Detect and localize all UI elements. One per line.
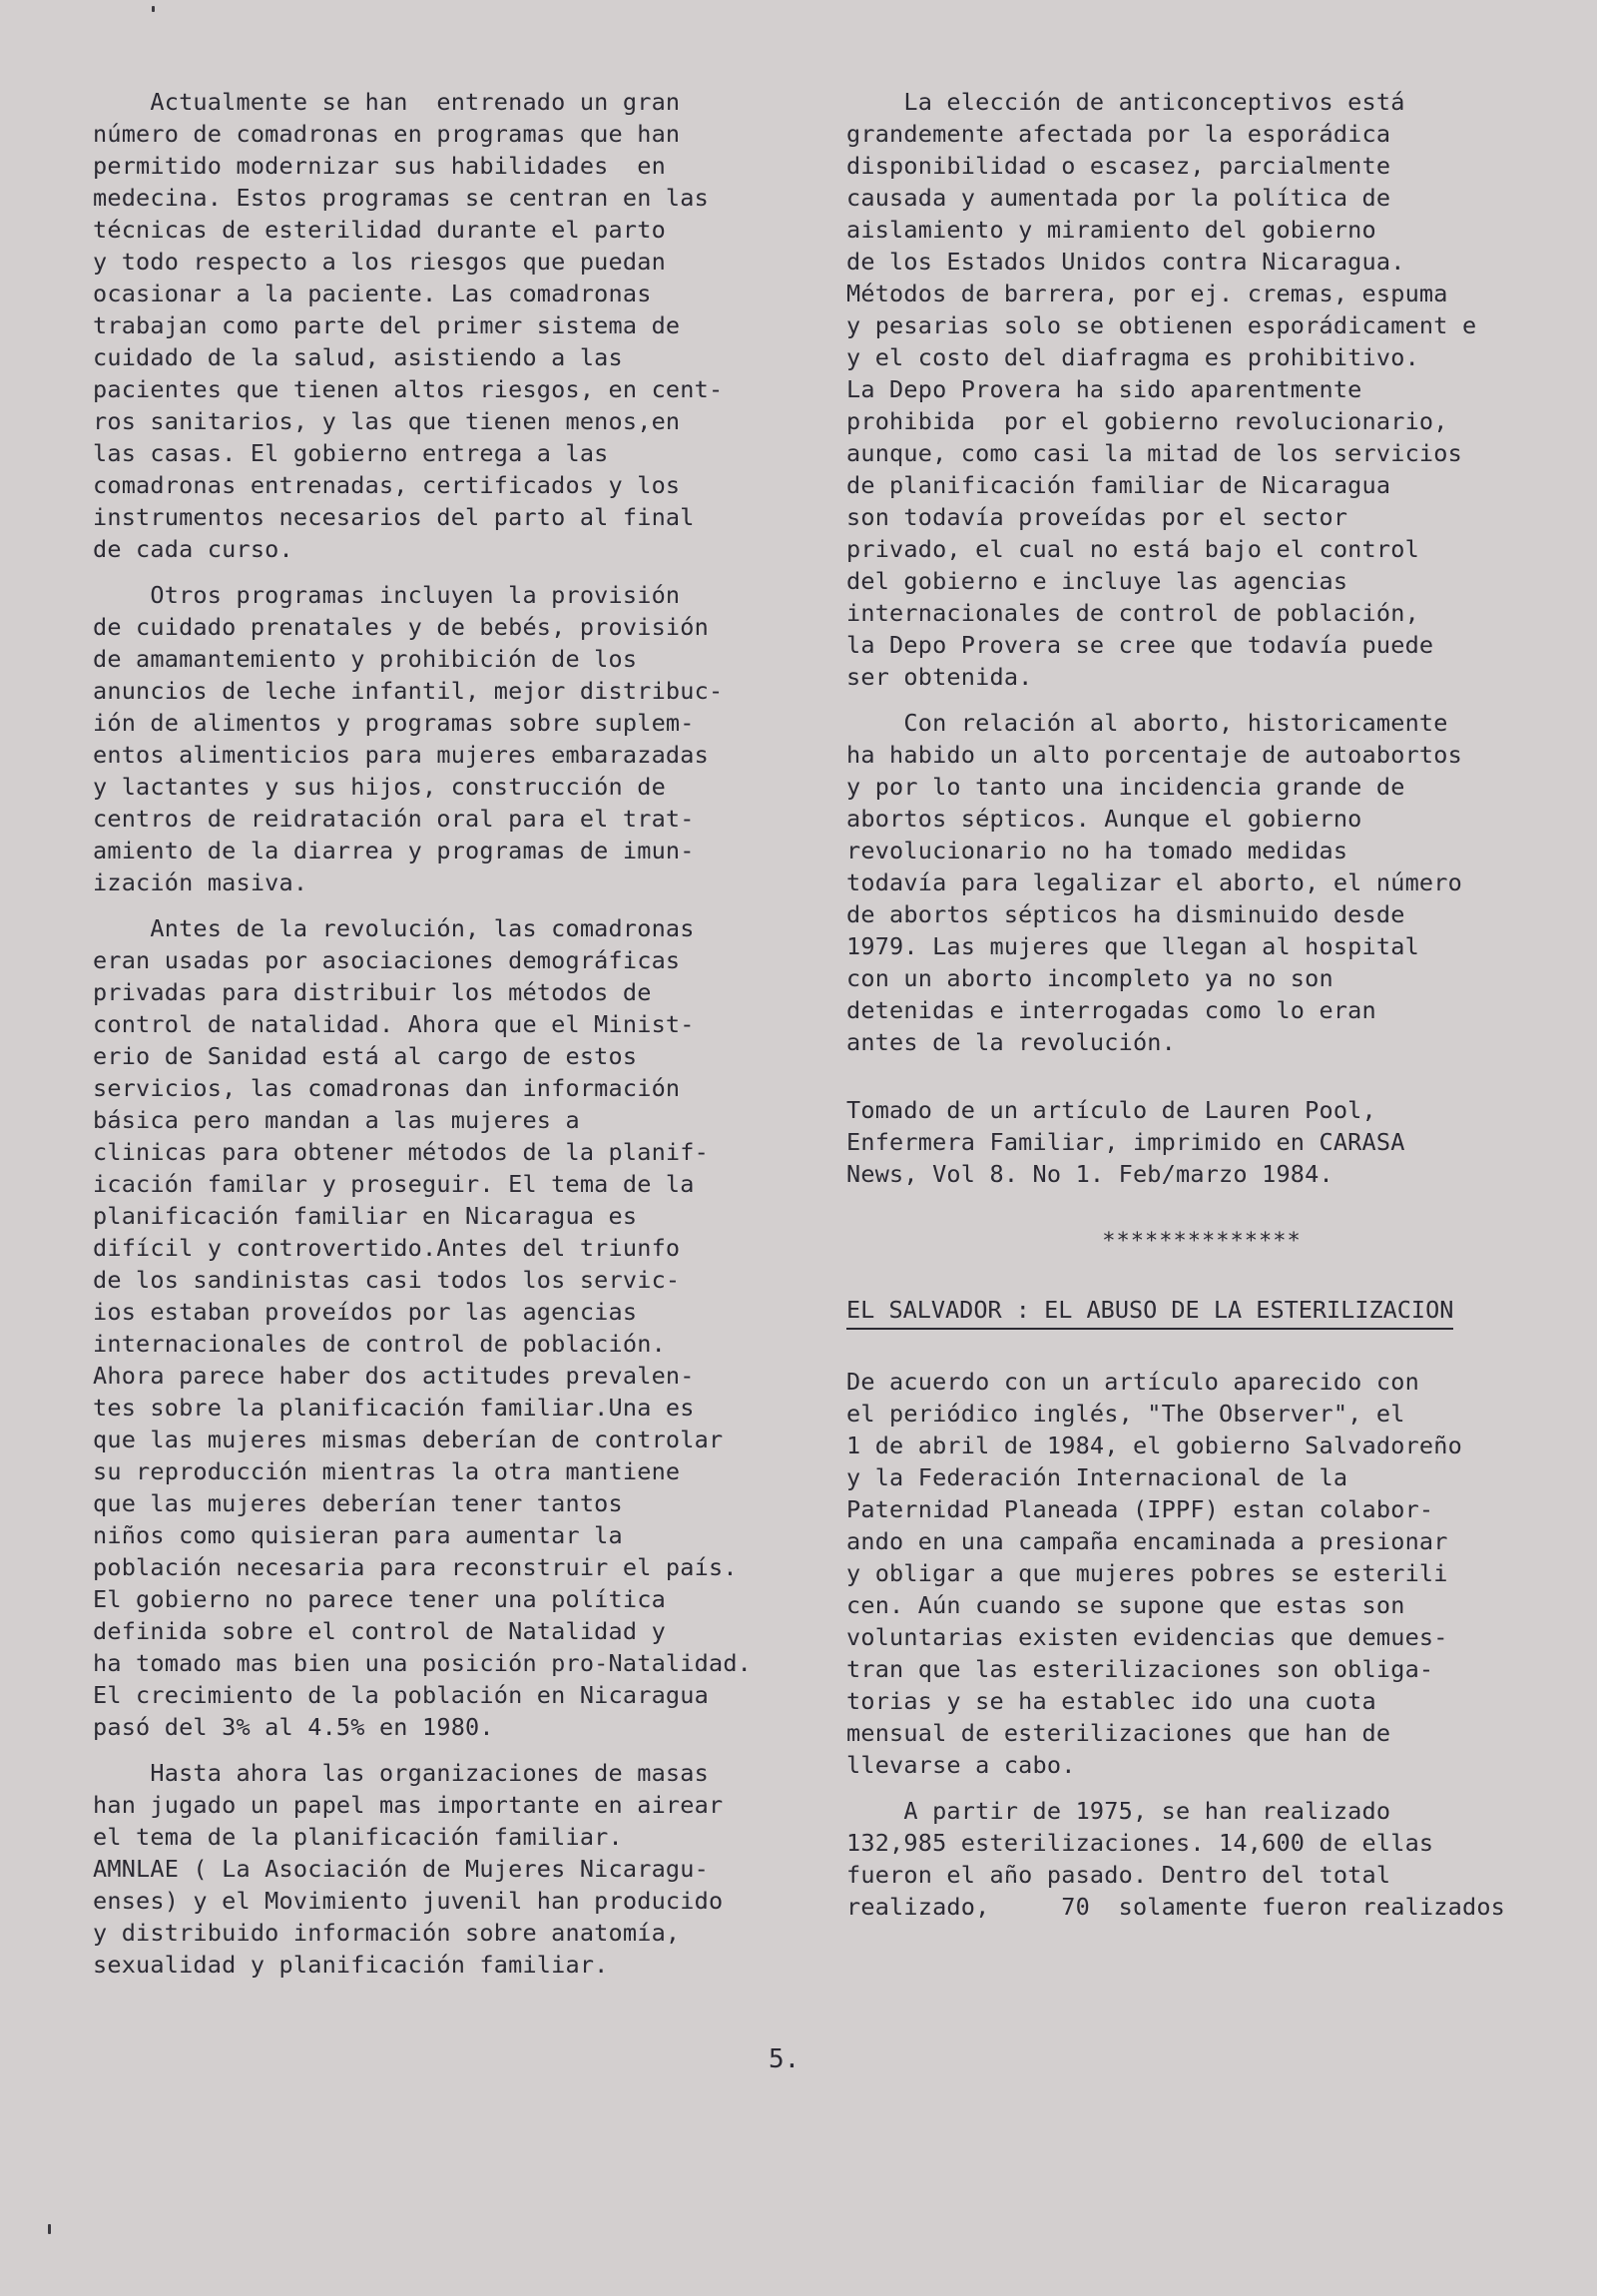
ink-mark-top bbox=[152, 6, 155, 12]
right-column bbox=[846, 86, 1557, 1923]
left-paragraph-midwives-training: Actualmente se han entrenado un gran número de comadronas en programas que han permitido modernizar sus habilidades en medecina. Estos programas se centran en las técnicas de esterilidad durante el parto y todo respecto a los riesgos que puedan ocasionar a la paciente. Las comadronas trabajan como parte del primer sistema de cuidado de la salud, asistiendo a las pacientes que tienen altos riesgos, en cent- ros sanitarios, y las que tienen menos,en las casas. El gobierno entrega a las comadronas entrenadas, certificados y los instrumentos necesarios del parto al final de cada curso. bbox=[93, 88, 724, 563]
section-heading-el-salvador: EL SALVADOR : EL ABUSO DE LA ESTERILIZACION bbox=[846, 1294, 1453, 1330]
source-citation: Tomado de un artículo de Lauren Pool, Enfermera Familiar, imprimido en CARASA News, Vol 8. No 1. Feb/marzo 1984. bbox=[846, 1096, 1405, 1188]
right-paragraph-contraceptives: La elección de anticonceptivos está grandemente afectada por la esporádica disponibilidad o escasez, parcialmente causada y aumentada por la política de aislamiento y miramiento del gobierno de los Estados Unidos contra Nicaragua. Métodos de barrera, por ej. cremas, espuma y pesarias solo se obtienen esporádicament e y el costo del diafragma es prohibitivo. La Depo Provera ha sido aparentmente prohibida por el gobierno revolucionario, aunque, como casi la mitad de los servicios de planificación familiar de Nicaragua son todavía proveídas por el sector privado, el cual no está bajo el control del gobierno e incluye las agencias internacionales de control de población, la Depo Provera se cree que todavía puede ser obtenida. bbox=[846, 88, 1477, 691]
left-paragraph-before-revolution: Antes de la revolución, las comadronas eran usadas por asociaciones demográficas privadas para distribuir los métodos de control de natalidad. Ahora que el Minist- erio de Sanidad está al cargo de estos servicios, las comadronas dan información básica pero mandan a las mujeres a clinicas para obtener métodos de la planif- icación familar y proseguir. El tema de la planificación familiar en Nicaragua es difícil y controvertido.Antes del triunfo de los sandinistas casi todos los servic- ios estaban proveídos por las agencias internacionales de control de población. Ahora parece haber dos actitudes prevalen- tes sobre la planificación familiar.Una es que las mujeres mismas deberían de controlar su reproducción mientras la otra mantiene que las mujeres deberían tener tantos niños como quisieran para aumentar la población necesaria para reconstruir el país. El gobierno no parece tener una política definida sobre el control de Natalidad y ha tomado mas bien una posición pro-Natalidad. El crecimiento de la población en Nicaragua pasó del 3% al 4.5% en 1980. bbox=[93, 914, 753, 1741]
left-paragraph-mass-organizations: Hasta ahora las organizaciones de masas han jugado un papel mas importante en airear el tema de la planificación familiar. AMNLAE ( La Asociación de Mujeres Nicaragu- enses) y el Movimiento juvenil han producido y distribuido información sobre anatomía, sexualidad y planificación familiar. bbox=[93, 1759, 724, 1979]
right-paragraph-observer-article: De acuerdo con un artículo aparecido con el periódico inglés, "The Observer", el 1 de abril de 1984, el gobierno Salvadoreño y la Federación Internacional de la Paternidad Planeada (IPPF) estan colabor- ando en una campaña encaminada a presionar y obligar a que mujeres pobres se esterili cen. Aún cuando se supone que estas son voluntarias existen evidencias que demues- tran que las esterilizaciones son obliga- torias y se ha establec ido una cuota mensual de esterilizaciones que han de llevarse a cabo. bbox=[846, 1368, 1462, 1779]
right-paragraph-sterilization-figures: A partir de 1975, se han realizado 132,985 esterilizaciones. 14,600 de ellas fueron el año pasado. Dentro del total realizado, 70 solamente fueron realizados bbox=[846, 1797, 1506, 1921]
left-column bbox=[93, 86, 836, 1981]
section-separator: ************** bbox=[1102, 1229, 1302, 1254]
page-number: 5. bbox=[769, 2044, 800, 2074]
left-paragraph-other-programs: Otros programas incluyen la provisión de cuidado prenatales y de bebés, provisión de amamantemiento y prohibición de los anuncios de leche infantil, mejor distribuc- ión de alimentos y programas sobre suplem- entos alimenticios para mujeres embarazadas y lactantes y sus hijos, construcción de centros de reidratación oral para el trat- amiento de la diarrea y programas de imun- ización masiva. bbox=[93, 581, 724, 896]
ink-mark-bottom bbox=[48, 2224, 51, 2234]
right-paragraph-abortion: Con relación al aborto, historicamente ha habido un alto porcentaje de autoabortos y por lo tanto una incidencia grande de abortos sépticos. Aunque el gobierno revolucionario no ha tomado medidas todavía para legalizar el aborto, el número de abortos sépticos ha disminuido desde 1979. Las mujeres que llegan al hospital con un aborto incompleto ya no son detenidas e interrogadas como lo eran antes de la revolución. bbox=[846, 709, 1462, 1056]
